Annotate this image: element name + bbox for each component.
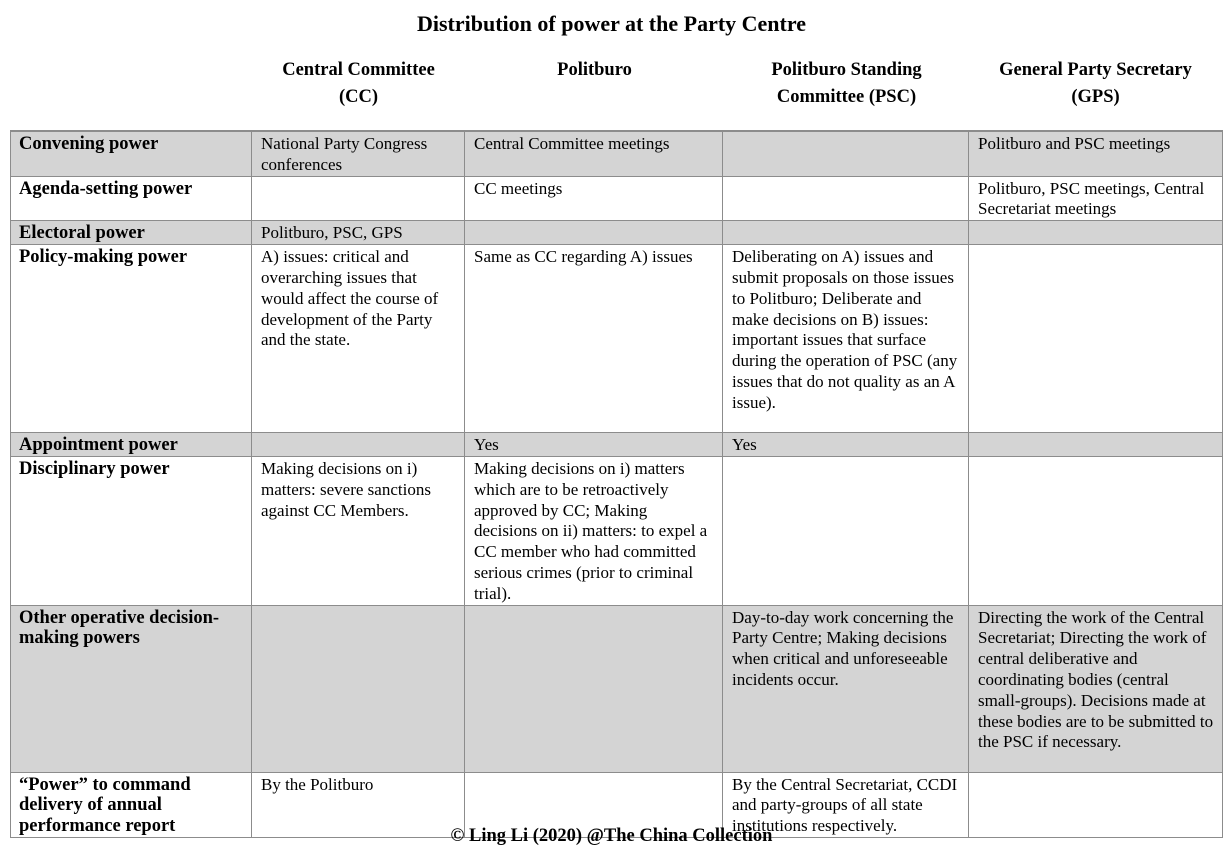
cell-gps [969,221,1223,245]
cell-gps: Politburo and PSC meetings [969,131,1223,176]
row-header: Agenda-setting power [11,176,252,221]
table-row [11,221,1223,245]
column-header-line: Politburo Standing [771,60,922,80]
cell-psc [723,221,969,245]
cell-politburo: Yes [465,433,723,457]
cell-psc: Deliberating on A) issues and submit proposals on those issues to Politburo; Deliberate and make decisions on B) issues: important issues that surface during the operation of PSC (any issues that do not quality as an A issue). [723,245,969,433]
cell-gps [969,456,1223,605]
column-header-line: Committee (PSC) [776,87,917,107]
row-header: Convening power [11,131,252,176]
column-header-line: (CC) [338,87,379,107]
cell-gps [969,433,1223,457]
cell-cc [252,433,465,457]
column-header-gps [970,57,1221,111]
row-header: Disciplinary power [11,456,252,605]
table-row [11,456,1223,605]
row-header: Electoral power [11,221,252,245]
cell-gps: Politburo, PSC meetings, Central Secretariat meetings [969,176,1223,221]
column-header-line: Central Committee [282,60,435,80]
cell-politburo [465,221,723,245]
cell-cc: A) issues: critical and overarching issues that would affect the course of development of the Party and the state. [252,245,465,433]
power-distribution-table [10,130,1223,838]
column-header-line: Politburo [557,60,632,80]
cell-politburo: Same as CC regarding A) issues [465,245,723,433]
cell-psc [723,131,969,176]
cell-politburo: Making decisions on i) matters which are to be retroactively approved by CC; Making decisions on ii) matters: to expel a CC member who had committed serious crimes (prior to criminal trial). [465,456,723,605]
cell-cc [252,605,465,772]
copyright-footer: © Ling Li (2020) @The China Collection [450,826,773,846]
table-row [11,433,1223,457]
cell-gps [969,245,1223,433]
document-title: Distribution of power at the Party Centre [416,11,807,36]
cell-psc: Day-to-day work concerning the Party Centre; Making decisions when critical and unforeseeable incidents occur. [723,605,969,772]
cell-gps: Directing the work of the Central Secretariat; Directing the work of central deliberative and coordinating bodies (central small-groups). Decisions made at these bodies are to be submitted to the PSC if necessary. [969,605,1223,772]
row-header: “Power” to command delivery of annual performance report [11,772,252,837]
column-header-politburo [466,57,723,84]
row-header: Policy-making power [11,245,252,433]
cell-psc: Yes [723,433,969,457]
cell-psc: By the Central Secretariat, CCDI and party-groups of all state institutions respectively. [723,772,969,837]
cell-psc [723,176,969,221]
column-header-cc [253,57,464,111]
cell-cc: Politburo, PSC, GPS [252,221,465,245]
table-row [11,245,1223,433]
column-header-psc [724,57,969,111]
column-header-line: General Party Secretary [999,60,1192,80]
cell-psc [723,456,969,605]
cell-politburo: CC meetings [465,176,723,221]
table-row [11,176,1223,221]
cell-cc: By the Politburo [252,772,465,837]
column-header-line: (GPS) [1071,87,1120,107]
table-row [11,131,1223,176]
table-row [11,605,1223,772]
cell-politburo: Central Committee meetings [465,131,723,176]
row-header: Other operative decision-making powers [11,605,252,772]
cell-politburo [465,605,723,772]
row-header: Appointment power [11,433,252,457]
cell-cc: Making decisions on i) matters: severe sanctions against CC Members. [252,456,465,605]
cell-cc [252,176,465,221]
cell-cc: National Party Congress conferences [252,131,465,176]
